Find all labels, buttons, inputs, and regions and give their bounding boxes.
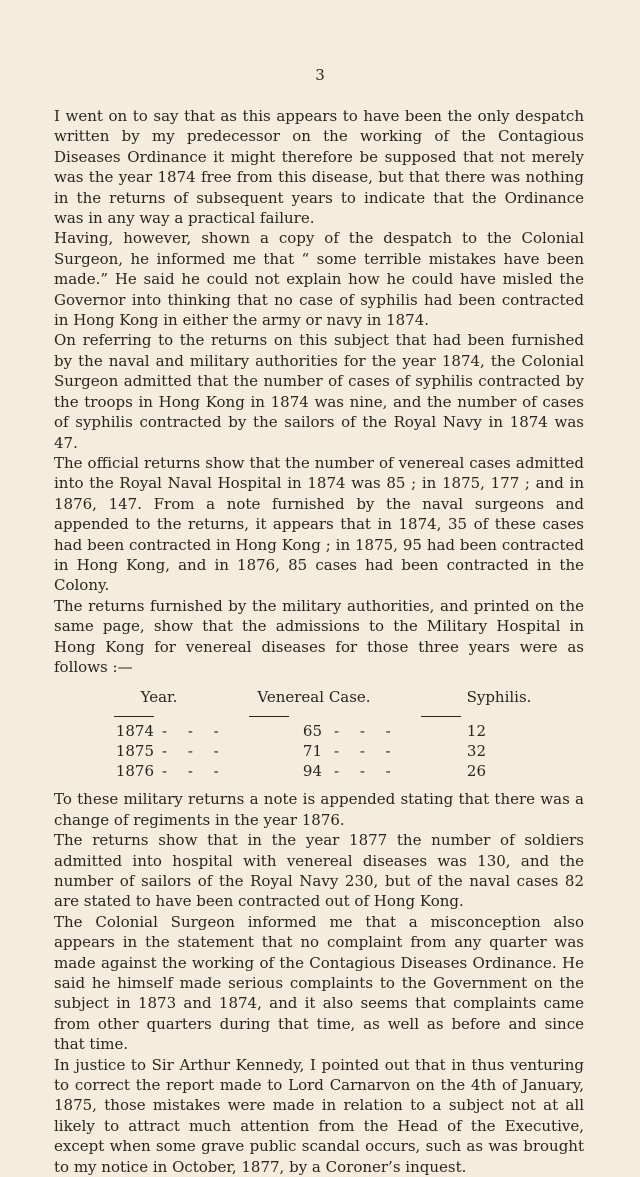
paragraph-3: On referring to the returns on this subject that had been furnished by the naval and military authorities for the year 1874, the Colonial Surgeon admitted that the number of cases of syphilis contracted by the troops in Hong Kong in 1874 was nine, and the number of cases of syphilis contracted by the sailors of the Royal Navy in 1874 was 47.	[54, 331, 584, 452]
paragraph-6: To these military returns a note is appended stating that there was a change of regiments in the year 1876.	[54, 790, 584, 829]
cell-syphilis: 12	[466, 722, 486, 741]
cell-dots: - - -	[162, 762, 227, 781]
cell-syphilis: 26	[466, 762, 486, 781]
rule-venereal	[249, 716, 289, 717]
paragraph-8: The Colonial Surgeon informed me that a misconception also appears in the statement that no complaint from any quarter was made against the working of the Contagious Diseases Ordinance. He said he himself made serious complaints to the Government on the subject in 1873 and 1874, and it also seems that complaints came from other quarters during that time, as well as before and since that time.	[54, 912, 584, 1054]
paragraph-4: The official returns show that the number of venereal cases admitted into the Royal Naval Hospital in 1874 was 85 ; in 1875, 177 ; and in 1876, 147. From a note furnished by the naval surgeons and appended to the returns, it appears that in 1874, 35 of these cases had been contracted in Hong Kong ; in 1875, 95 had been contracted in Hong Kong, and in 1876, 85 cases had been contracted in the Colony.	[54, 453, 584, 595]
table-row	[54, 741, 574, 761]
paragraph-9: In justice to Sir Arthur Kennedy, I pointed out that in thus venturing to correct the report made to Lord Carnarvon on the 4th of January, 1875, those mistakes were made in relation to a subject not at all likely to attract much attention from the Head of the Executive, except when some grave public scandal occurs, such as was brought to my notice in October, 1877, by a Coroner’s inquest.	[54, 1055, 584, 1176]
cell-dots: - - -	[334, 762, 399, 781]
paragraph-1: I went on to say that as this appears to have been the only despatch written by my predecessor on the working of the Contagious Diseases Ordinance it might therefore be supposed that not merely was the year 1874 free from this disease, but that there was nothing in the returns of subsequent years to indicate that the Ordinance was in any way a practical failure.	[54, 107, 584, 228]
returns-table	[54, 687, 574, 781]
cell-venereal: 71	[302, 742, 322, 761]
header-syphilis: Syphilis.	[466, 688, 532, 707]
page-number: 3	[315, 66, 325, 84]
cell-dots: - - -	[162, 722, 227, 741]
table-row	[54, 721, 574, 741]
paragraph-5: The returns furnished by the military authorities, and printed on the same page, show that the admissions to the Military Hospital in Hong Kong for venereal diseases for those three years were as follows :—	[54, 596, 584, 676]
table-row	[54, 761, 574, 781]
rule-syphilis	[421, 716, 461, 717]
paragraph-7: The returns show that in the year 1877 the number of soldiers admitted into hospital with venereal diseases was 130, and the number of sailors of the Royal Navy 230, but of the naval cases 82 are stated to have been contracted out of Hong Kong.	[54, 831, 584, 911]
cell-year: 1875	[115, 742, 154, 761]
cell-dots: - - -	[334, 742, 399, 761]
cell-syphilis: 32	[466, 742, 486, 761]
cell-year: 1876	[115, 762, 154, 781]
paragraph-2: Having, however, shown a copy of the despatch to the Colonial Surgeon, he informed me that “ some terrible mistakes have been made.” He said he could not explain how he could have misled the Governor into thinking that no case of syphilis had been contracted in Hong Kong in either the army or navy in 1874.	[54, 229, 584, 330]
header-rules	[54, 711, 574, 721]
cell-venereal: 65	[302, 722, 322, 741]
header-venereal: Venereal Case.	[257, 688, 371, 707]
cell-year: 1874	[115, 722, 154, 741]
header-year: Year.	[140, 688, 178, 707]
body-text	[54, 106, 584, 1177]
cell-dots: - - -	[334, 722, 399, 741]
rule-year	[114, 716, 154, 717]
cell-venereal: 94	[302, 762, 322, 781]
table-header	[54, 687, 574, 711]
cell-dots: - - -	[162, 742, 227, 761]
